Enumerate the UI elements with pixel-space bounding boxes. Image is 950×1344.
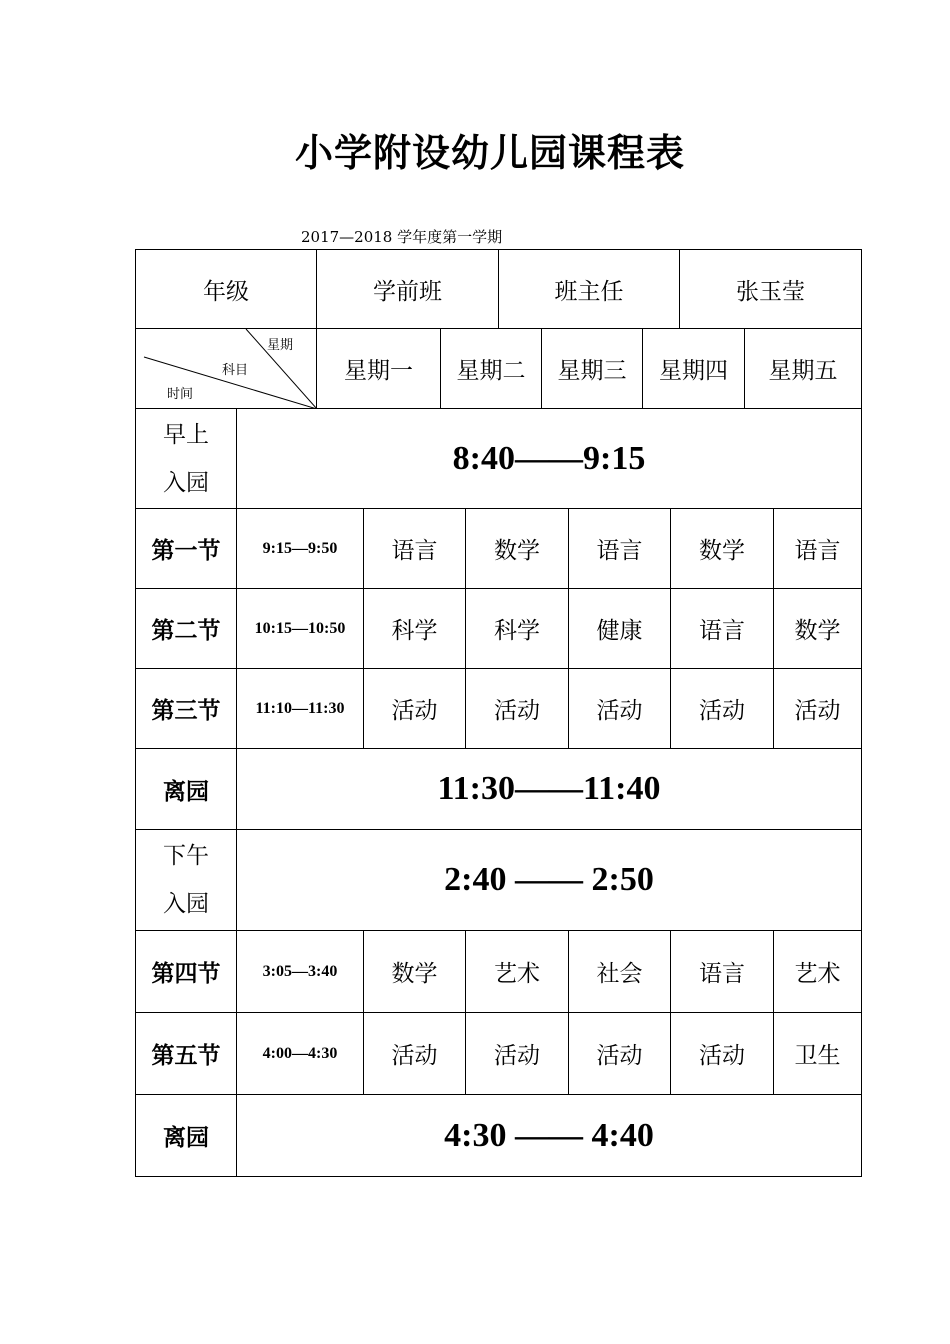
period-2-fri: 数学 [774,589,861,669]
period-1-tue: 数学 [466,509,569,589]
period-1-time: 9:15—9:50 [237,509,364,589]
period-1-fri: 语言 [774,509,861,589]
weekday-5: 星期五 [745,329,861,409]
period-3-wed: 活动 [569,669,671,749]
period-5-fri: 卫生 [774,1013,861,1095]
grade-value: 学前班 [317,250,499,329]
period-2-name: 第二节 [136,589,237,669]
afternoon-arrival-line1: 下午 [163,843,209,869]
period-1-name: 第一节 [136,509,237,589]
diagonal-header-cell [136,329,317,409]
teacher-label: 班主任 [499,250,680,329]
period-2-time: 10:15—10:50 [237,589,364,669]
grade-label: 年级 [136,250,317,329]
weekday-1: 星期一 [317,329,441,409]
period-3-fri: 活动 [774,669,861,749]
period-1-mon: 语言 [364,509,466,589]
period-5-thu: 活动 [671,1013,774,1095]
period-4-fri: 艺术 [774,931,861,1013]
period-3-name: 第三节 [136,669,237,749]
period-4-wed: 社会 [569,931,671,1013]
period-3-thu: 活动 [671,669,774,749]
period-5-name: 第五节 [136,1013,237,1095]
period-5-tue: 活动 [466,1013,569,1095]
period-2-mon: 科学 [364,589,466,669]
diagonal-time-label: 时间 [167,387,194,402]
afternoon-arrival-time: 2:40 —— 2:50 [237,830,861,931]
morning-arrival-time: 8:40——9:15 [237,409,861,509]
term-label: 2017—2018 学年度第一学期 [301,228,503,246]
period-4-tue: 艺术 [466,931,569,1013]
page-title: 小学附设幼儿园课程表 [294,131,685,175]
period-5-mon: 活动 [364,1013,466,1095]
period-4-name: 第四节 [136,931,237,1013]
diagonal-weekday-label: 星期 [267,338,294,353]
period-3-time: 11:10—11:30 [237,669,364,749]
morning-arrival-label [136,409,237,509]
morning-arrival-line2: 入园 [163,469,209,496]
noon-leave-label: 离园 [136,749,237,830]
period-5-wed: 活动 [569,1013,671,1095]
period-2-thu: 语言 [671,589,774,669]
evening-leave-time: 4:30 —— 4:40 [444,1116,654,1154]
morning-arrival-line1: 早上 [163,421,209,448]
period-4-mon: 数学 [364,931,466,1013]
period-2-wed: 健康 [569,589,671,669]
period-5-time: 4:00—4:30 [237,1013,364,1095]
period-2-tue: 科学 [466,589,569,669]
period-4-time: 3:05—3:40 [237,931,364,1013]
noon-leave-time: 11:30——11:40 [237,749,861,830]
evening-leave-label: 离园 [136,1095,237,1176]
period-4-thu: 语言 [671,931,774,1013]
period-3-tue: 活动 [466,669,569,749]
period-3-mon: 活动 [364,669,466,749]
weekday-4: 星期四 [643,329,745,409]
teacher-value: 张玉莹 [680,250,861,329]
afternoon-arrival-label [136,830,237,931]
period-1-wed: 语言 [569,509,671,589]
period-1-thu: 数学 [671,509,774,589]
weekday-3: 星期三 [542,329,643,409]
schedule-table [135,249,862,1177]
diagonal-subject-label: 科目 [222,363,249,378]
weekday-2: 星期二 [441,329,542,409]
afternoon-arrival-line2: 入园 [163,891,209,917]
